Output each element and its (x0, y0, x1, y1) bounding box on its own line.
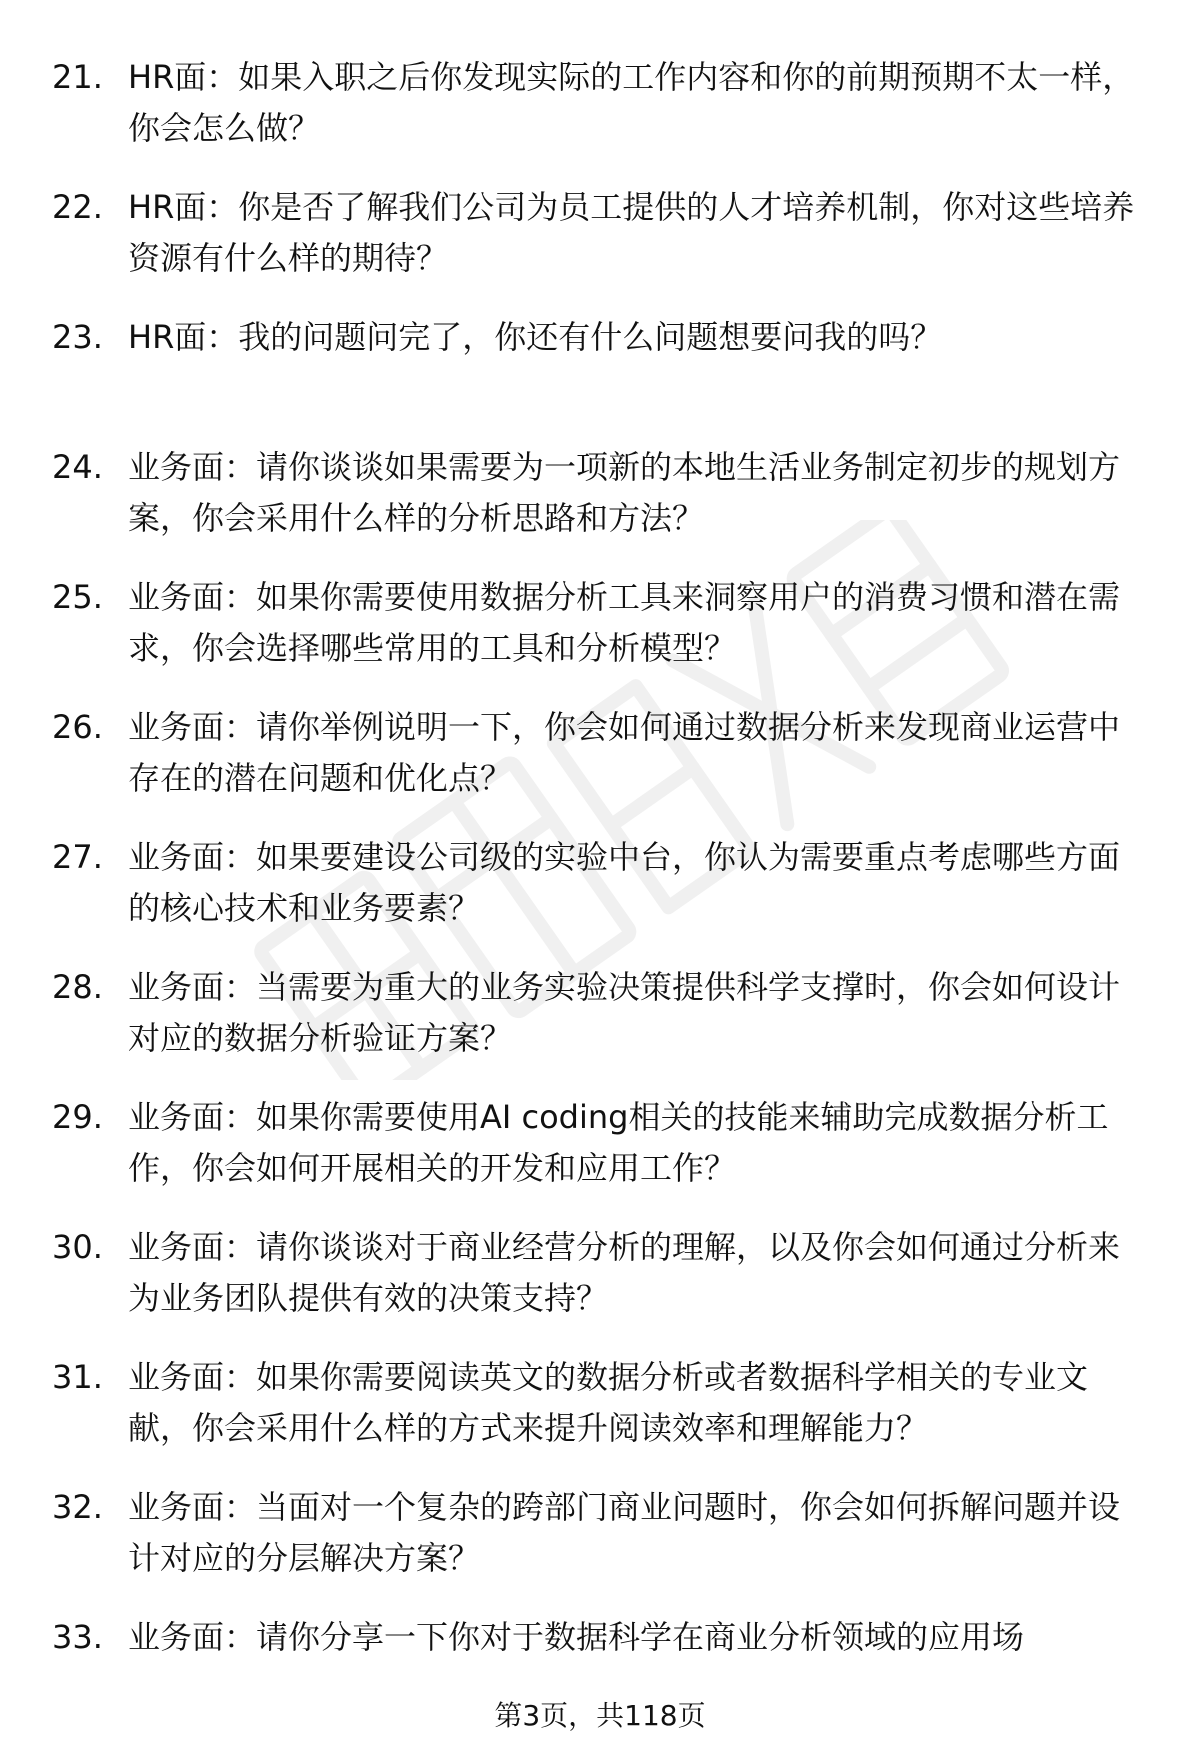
question-text: 业务面：当面对一个复杂的跨部门商业问题时，你会如何拆解问题并设计对应的分层解决方案？ (128, 1488, 1121, 1577)
question-text: HR面：你是否了解我们公司为员工提供的人才培养机制，你对这些培养资源有什么样的期待？ (128, 188, 1135, 277)
question-number: 23. (52, 318, 103, 356)
question-item (0, 572, 1200, 702)
question-item (0, 312, 1200, 442)
question-text: 业务面：请你谈谈对于商业经营分析的理解，以及你会如何通过分析来为业务团队提供有效的决策支持？ (128, 1228, 1121, 1317)
question-item (0, 1222, 1200, 1352)
question-number: 26. (52, 708, 103, 746)
question-number: 24. (52, 448, 103, 486)
question-text: 业务面：请你谈谈如果需要为一项新的本地生活业务制定初步的规划方案，你会采用什么样的分析思路和方法？ (128, 448, 1121, 537)
question-item (0, 1482, 1200, 1612)
question-text: 业务面：如果你需要阅读英文的数据分析或者数据科学相关的专业文献，你会采用什么样的方式来提升阅读效率和理解能力？ (128, 1358, 1089, 1447)
question-number: 33. (52, 1618, 103, 1656)
question-text: HR面：如果入职之后你发现实际的工作内容和你的前期预期不太一样，你会怎么做？ (128, 58, 1135, 147)
question-item (0, 52, 1200, 182)
question-number: 28. (52, 968, 103, 1006)
question-text: 业务面：如果要建设公司级的实验中台，你认为需要重点考虑哪些方面的核心技术和业务要素？ (128, 838, 1121, 927)
question-item (0, 832, 1200, 962)
question-text: 业务面：请你举例说明一下，你会如何通过数据分析来发现商业运营中存在的潜在问题和优化点？ (128, 708, 1121, 797)
question-text: 业务面：如果你需要使用AI coding相关的技能来辅助完成数据分析工作，你会如何开展相关的开发和应用工作？ (128, 1098, 1109, 1187)
question-text: HR面：我的问题问完了，你还有什么问题想要问我的吗？ (128, 318, 943, 356)
question-item (0, 702, 1200, 832)
question-list (0, 52, 1200, 1742)
question-number: 27. (52, 838, 103, 876)
question-item (0, 442, 1200, 572)
question-number: 21. (52, 58, 103, 96)
question-item (0, 182, 1200, 312)
question-number: 32. (52, 1488, 103, 1526)
question-item (0, 962, 1200, 1092)
question-number: 22. (52, 188, 103, 226)
question-text: 业务面：如果你需要使用数据分析工具来洞察用户的消费习惯和潜在需求，你会选择哪些常用的工具和分析模型？ (128, 578, 1121, 667)
question-text: 业务面：当需要为重大的业务实验决策提供科学支撑时，你会如何设计对应的数据分析验证方案？ (128, 968, 1121, 1057)
question-number: 31. (52, 1358, 103, 1396)
question-number: 30. (52, 1228, 103, 1266)
question-number: 25. (52, 578, 103, 616)
question-number: 29. (52, 1098, 103, 1136)
question-text: 业务面：请你分享一下你对于数据科学在商业分析领域的应用场 (128, 1618, 1025, 1656)
page-footer: 第3页，共118页 (494, 1699, 706, 1732)
question-item (0, 1352, 1200, 1482)
question-item (0, 1092, 1200, 1222)
